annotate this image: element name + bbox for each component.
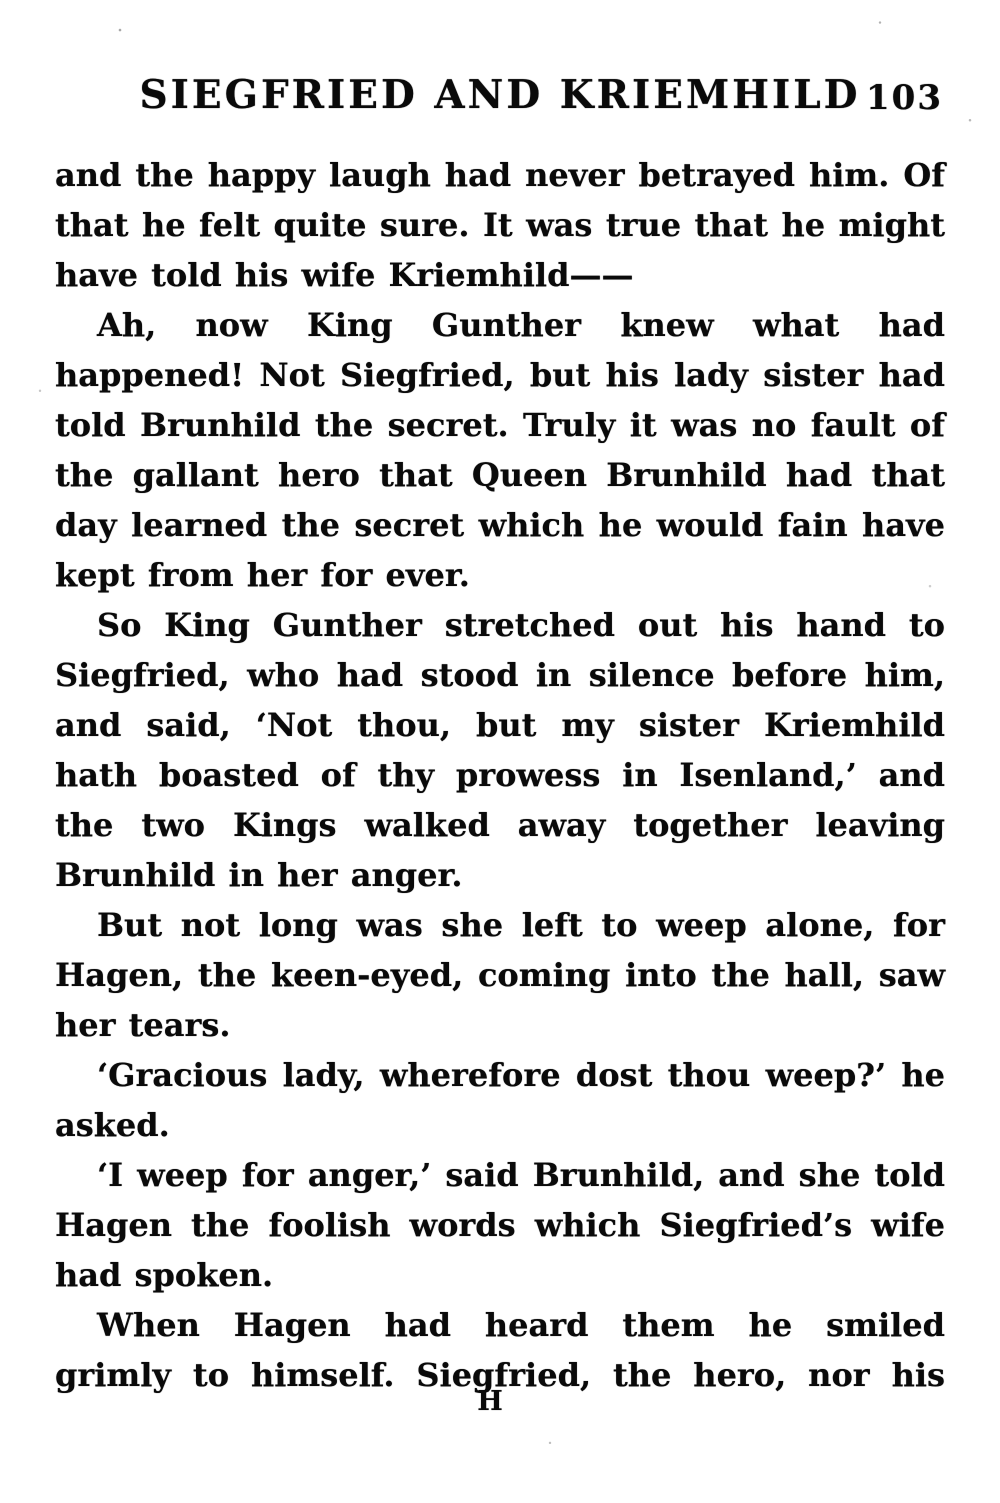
body-text [55, 150, 945, 1400]
paragraph: ‘Gracious lady, wherefore dost thou weep?’ he asked. [55, 1056, 945, 1144]
signature-mark: H [477, 1386, 503, 1417]
page-number: 103 [866, 78, 943, 118]
running-head-title: SIEGFRIED AND KRIEMHILD [139, 72, 861, 118]
paragraph: ‘I weep for anger,’ said Brunhild, and she told Hagen the foolish words which Siegfried’s wife had spoken. [55, 1156, 945, 1294]
paragraph: and the happy laugh had never betrayed him. Of that he felt quite sure. It was true that he might have told his wife Kriemhild—— [55, 156, 945, 294]
paragraph: So King Gunther stretched out his hand to Siegfried, who had stood in silence before him, and said, ‘Not thou, but my sister Kriemhild hath boasted of thy prowess in Isenland,’ and the two Kings walked away together leaving Brunhild in her anger. [55, 606, 945, 894]
paragraph: When Hagen had heard them he smiled grimly to himself. Siegfried, the hero, nor his [55, 1306, 945, 1394]
paragraph: But not long was she left to weep alone, for Hagen, the keen-eyed, coming into the hall, saw her tears. [55, 906, 945, 1044]
page-header [55, 72, 945, 128]
paragraph: Ah, now King Gunther knew what had happened! Not Siegfried, but his lady sister had told Brunhild the secret. Truly it was no fault of the gallant hero that Queen Brunhild had that day learned the secret which he would fain have kept from her for ever. [55, 306, 945, 594]
